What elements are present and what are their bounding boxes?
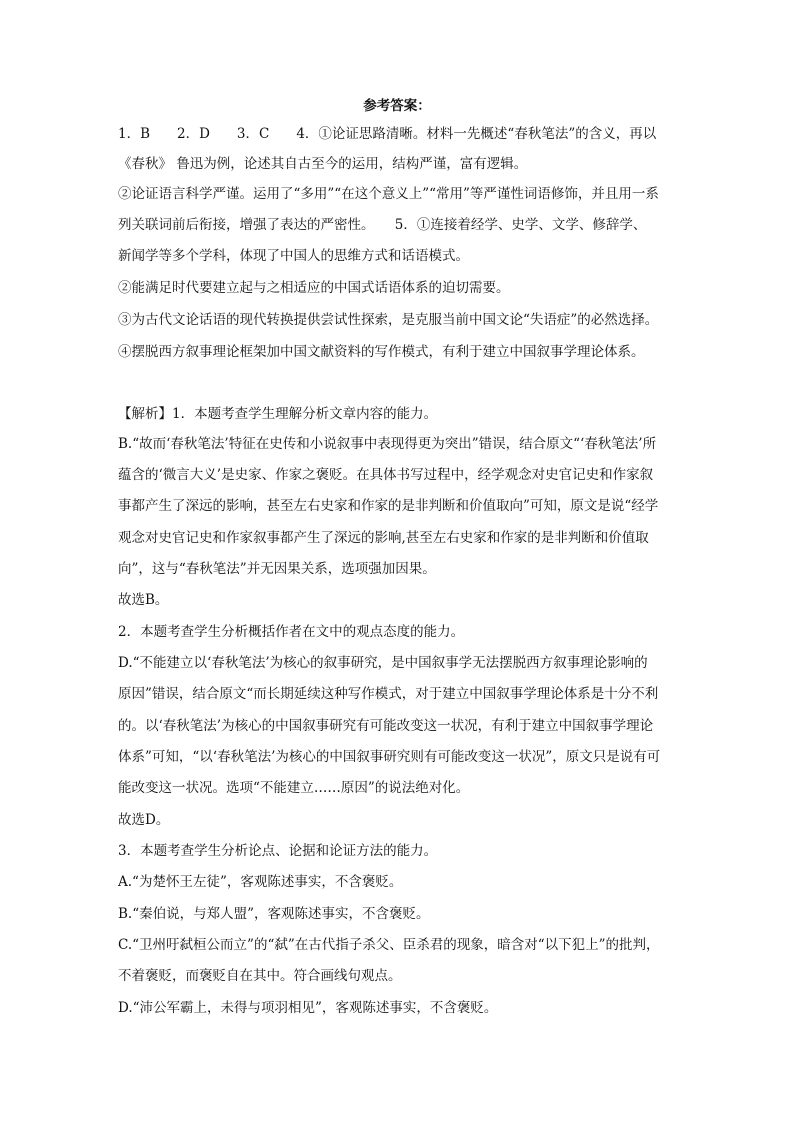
answer-line: ④摆脱西方叙事理论框架加中国文献资料的写作模式，有利于建立中国叙事学理论体系。 bbox=[118, 344, 645, 360]
analysis-line: 2．本题考查学生分析概括作者在文中的观点态度的能力。 bbox=[118, 624, 465, 640]
answer-line: ②能满足时代要建立起与之相适应的中国式话语体系的迫切需要。 bbox=[118, 280, 510, 296]
analysis-line: 事都产生了深远的影响，甚至左右史家和作家的是非判断和价值取向”可知，原文是说“经学 bbox=[118, 498, 659, 514]
analysis-line: D.“不能建立以‘春秋笔法’为核心的叙事研究，是中国叙事学无法摆脱西方叙事理论影响的 bbox=[118, 655, 648, 671]
analysis-line: 观念对史官记史和作家叙事都产生了深远的影响,甚至左右史家和作家的是非判断和价值取 bbox=[118, 530, 649, 546]
answer-line: ③为古代文论话语的现代转换提供尝试性探索，是克服当前中国文论“失语症”的必然选择。 bbox=[118, 312, 659, 328]
answer-line: 新闻学等多个学科，体现了中国人的思维方式和话语模式。 bbox=[118, 248, 469, 264]
analysis-line: 向”，这与“春秋笔法”并无因果关系，选项强加因果。 bbox=[118, 561, 436, 577]
analysis-line: 原因”错误，结合原文“而长期延续这种写作模式，对于建立中国叙事学理论体系是十分不利 bbox=[118, 686, 659, 702]
analysis-line: 【解析】1．本题考查学生理解分析文章内容的能力。 bbox=[118, 406, 438, 422]
analysis-line: A.“为楚怀王左徒”，客观陈述事实，不含褒贬。 bbox=[118, 874, 403, 890]
analysis-line: 故选B。 bbox=[118, 592, 169, 608]
analysis-line: B.“秦伯说，与郑人盟”，客观陈述事实，不含褒贬。 bbox=[118, 906, 430, 922]
analysis-line: 能改变这一状况。选项“不能建立……原因”的说法绝对化。 bbox=[118, 780, 470, 796]
analysis-line: D.“沛公军霸上，未得与项羽相见”，客观陈述事实，不含褒贬。 bbox=[118, 1000, 498, 1016]
analysis-line: B.“故而‘春秋笔法’特征在史传和小说叙事中表现得更为突出”错误，结合原文“‘春秋笔法’所 bbox=[118, 436, 657, 452]
analysis-line: 的。以‘春秋笔法’为核心的中国叙事研究有可能改变这一状况，有利于建立中国叙事学理论 bbox=[118, 718, 654, 734]
answer-line: 1．B 2．D 3．C 4．①论证思路清晰。材料一先概述“春秋笔法”的含义，再以 bbox=[118, 126, 657, 142]
analysis-line: 故选D。 bbox=[118, 812, 170, 828]
analysis-line: C.“卫州吁弑桓公而立”的“弑”在古代指子杀父、臣杀君的现象，暗含对“以下犯上”的批判， bbox=[118, 937, 660, 953]
analysis-line: 体系”可知，“以‘春秋笔法’为核心的中国叙事研究则有可能改变这一状况”，原文只是说有可 bbox=[118, 749, 661, 765]
analysis-line: 蕴含的‘微言大义’是史家、作家之褒贬。在具体书写过程中，经学观念对史官记史和作家叙 bbox=[118, 467, 654, 483]
answer-line: 《春秋》 鲁迅为例，论述其自古至今的运用，结构严谨，富有逻辑。 bbox=[118, 156, 528, 172]
answer-line: ②论证语言科学严谨。运用了“多用”“在这个意义上”“常用”等严谨性词语修饰，并且用一系 bbox=[118, 186, 659, 202]
analysis-line: 3．本题考查学生分析论点、论据和论证方法的能力。 bbox=[118, 843, 438, 859]
answer-title: 参考答案： bbox=[363, 98, 431, 114]
analysis-line: 不着褒贬，而褒贬自在其中。符合画线句观点。 bbox=[118, 968, 402, 984]
answer-line: 列关联词前后衔接，增强了表达的严密性。 5．①连接着经学、史学、文学、修辞学、 bbox=[118, 217, 647, 233]
